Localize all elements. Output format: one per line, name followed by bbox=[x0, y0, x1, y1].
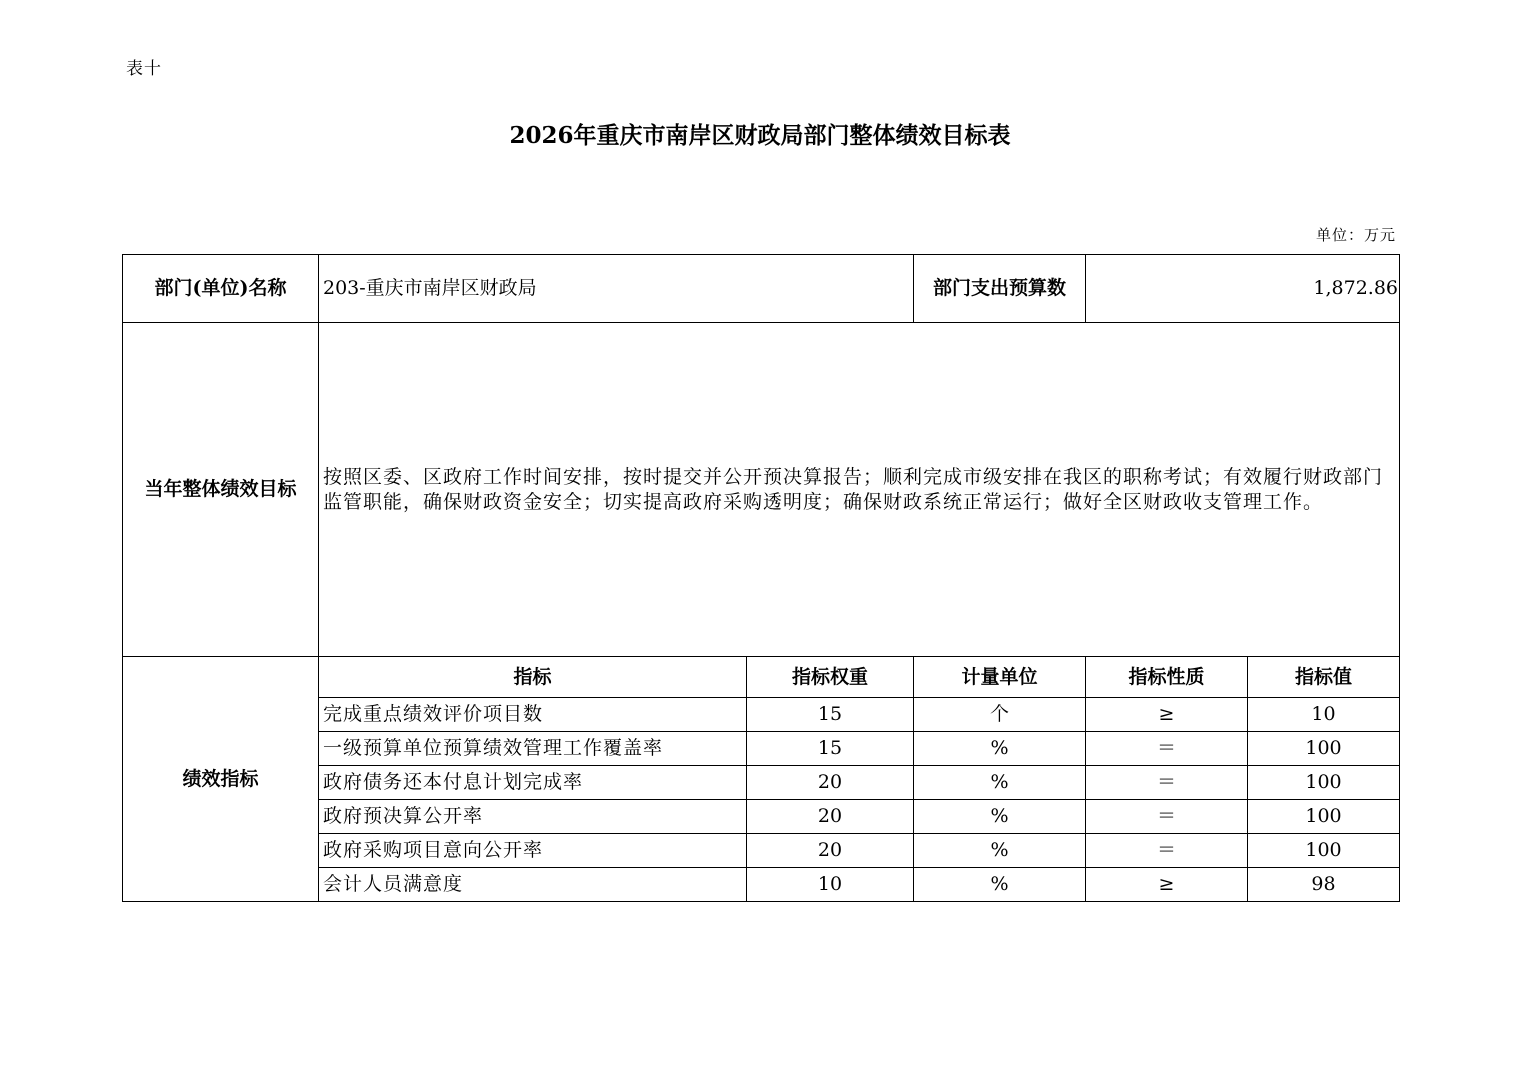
goal-row bbox=[123, 323, 1400, 657]
indicator-nature: ≥ bbox=[1086, 698, 1248, 732]
indicator-weight: 10 bbox=[747, 868, 914, 902]
dept-row bbox=[123, 255, 1400, 323]
indicator-weight: 20 bbox=[747, 766, 914, 800]
indicator-value: 100 bbox=[1248, 766, 1400, 800]
indicators-section-label: 绩效指标 bbox=[123, 657, 319, 902]
dept-name-label: 部门(单位)名称 bbox=[123, 255, 319, 323]
page-title: 2026年重庆市南岸区财政局部门整体绩效目标表 bbox=[509, 122, 1011, 149]
indicator-unit: 个 bbox=[914, 698, 1086, 732]
indicator-unit: % bbox=[914, 834, 1086, 868]
indicator-name: 一级预算单位预算绩效管理工作覆盖率 bbox=[319, 732, 747, 766]
indicator-nature: ＝ bbox=[1086, 800, 1248, 834]
indicator-header-unit: 计量单位 bbox=[914, 657, 1086, 698]
budget-value: 1,872.86 bbox=[1086, 255, 1400, 323]
unit-label: 单位：万元 bbox=[1315, 226, 1396, 244]
indicator-header-weight: 指标权重 bbox=[747, 657, 914, 698]
indicator-header-value: 指标值 bbox=[1248, 657, 1400, 698]
indicator-weight: 15 bbox=[747, 698, 914, 732]
indicator-name: 政府采购项目意向公开率 bbox=[319, 834, 747, 868]
indicator-weight: 20 bbox=[747, 800, 914, 834]
indicator-name: 政府债务还本付息计划完成率 bbox=[319, 766, 747, 800]
goal-text: 按照区委、区政府工作时间安排，按时提交并公开预决算报告；顺利完成市级安排在我区的职称考试；有效履行财政部门监管职能，确保财政资金安全；切实提高政府采购透明度；确保财政系统正常运行；做好全区财政收支管理工作。 bbox=[319, 323, 1400, 657]
indicator-weight: 20 bbox=[747, 834, 914, 868]
dept-name-value: 203-重庆市南岸区财政局 bbox=[319, 255, 914, 323]
goal-label: 当年整体绩效目标 bbox=[123, 323, 319, 657]
budget-label: 部门支出预算数 bbox=[914, 255, 1086, 323]
indicator-header-row bbox=[123, 657, 1400, 698]
indicator-value: 100 bbox=[1248, 732, 1400, 766]
indicator-header-name: 指标 bbox=[319, 657, 747, 698]
indicator-unit: % bbox=[914, 868, 1086, 902]
indicator-value: 100 bbox=[1248, 800, 1400, 834]
indicator-name: 完成重点绩效评价项目数 bbox=[319, 698, 747, 732]
indicator-unit: % bbox=[914, 766, 1086, 800]
indicator-nature: ≥ bbox=[1086, 868, 1248, 902]
indicator-value: 98 bbox=[1248, 868, 1400, 902]
indicator-nature: ＝ bbox=[1086, 834, 1248, 868]
indicator-weight: 15 bbox=[747, 732, 914, 766]
indicator-value: 100 bbox=[1248, 834, 1400, 868]
indicator-unit: % bbox=[914, 800, 1086, 834]
indicator-value: 10 bbox=[1248, 698, 1400, 732]
indicator-nature: ＝ bbox=[1086, 732, 1248, 766]
indicator-name: 政府预决算公开率 bbox=[319, 800, 747, 834]
indicator-name: 会计人员满意度 bbox=[319, 868, 747, 902]
indicator-header-nature: 指标性质 bbox=[1086, 657, 1248, 698]
sheet-label: 表十 bbox=[126, 59, 162, 79]
indicator-unit: % bbox=[914, 732, 1086, 766]
indicator-nature: ＝ bbox=[1086, 766, 1248, 800]
performance-table bbox=[122, 254, 1400, 902]
